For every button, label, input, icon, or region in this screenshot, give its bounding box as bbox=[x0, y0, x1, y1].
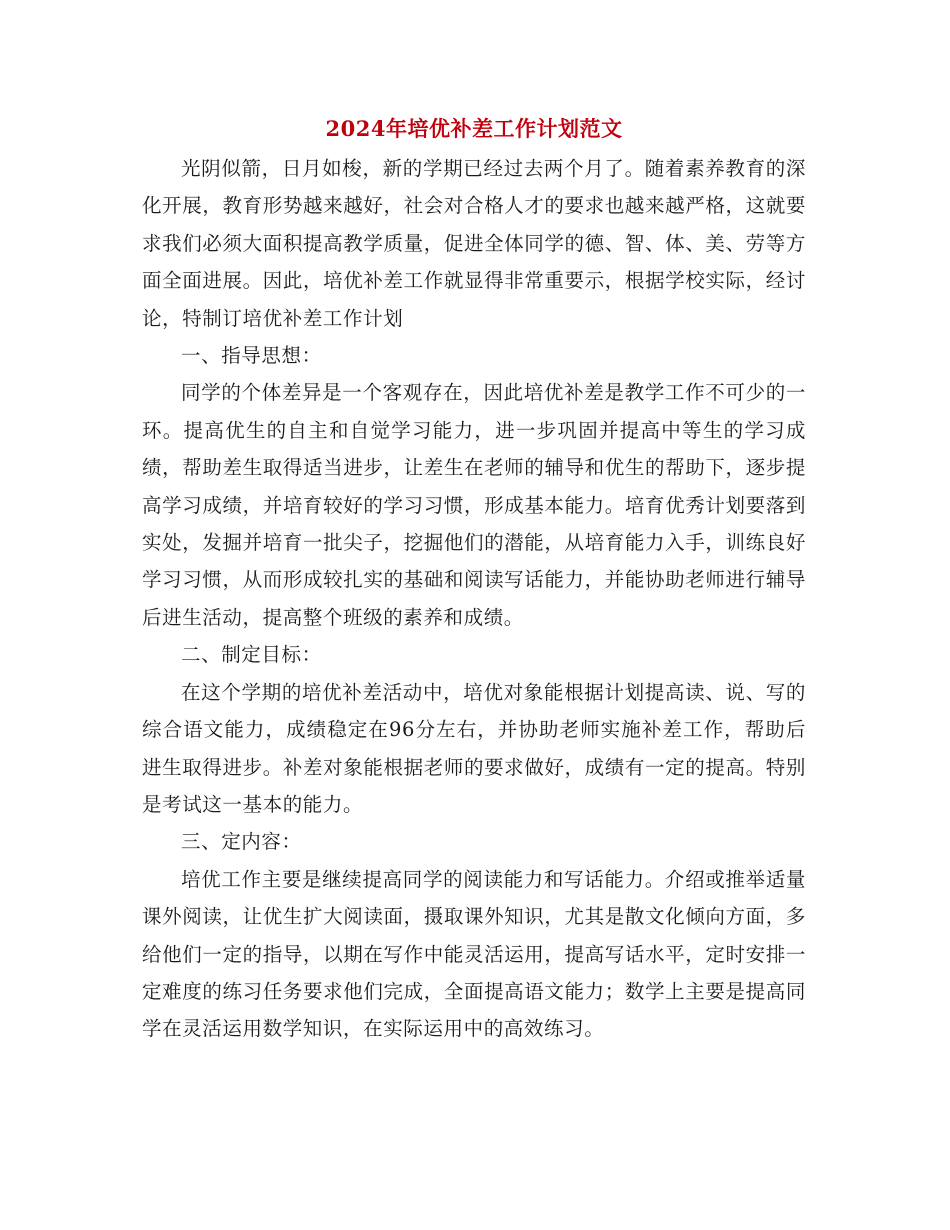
document-title: 2024年培优补差工作计划范文 bbox=[325, 116, 623, 141]
section-heading-content: 三、定内容： bbox=[181, 830, 302, 854]
section-heading-guiding-thought: 一、指导思想： bbox=[181, 344, 322, 368]
section-body-guiding-thought: 同学的个体差异是一个客观存在，因此培优补差是教学工作不可少的一环。提高优生的自主和自觉学习能力，进一步巩固并提高中等生的学习成绩，帮助差生取得适当进步，让差生在老师的辅导和优生的帮助下，逐步提高学习成绩，并培育较好的学习习惯，形成基本能力。培育优秀计划要落到实处，发掘并培育一批尖子，挖掘他们的潜能，从培育能力入手，训练良好学习习惯，从而形成较扎实的基础和阅读写话能力，并能协助老师进行辅导后进生活动，提高整个班级的素养和成绩。 bbox=[142, 381, 806, 629]
document-content bbox=[142, 112, 806, 1048]
section-heading-goals: 二、制定目标： bbox=[181, 643, 322, 667]
section-body-content: 培优工作主要是继续提高同学的阅读能力和写话能力。介绍或推举适量课外阅读，让优生扩大阅读面，摄取课外知识，尤其是散文化倾向方面，多给他们一定的指导，以期在写作中能灵活运用，提高写话水平，定时安排一定难度的练习任务要求他们完成，全面提高语文能力；数学上主要是提高同学在灵活运用数学知识，在实际运用中的高效练习。 bbox=[142, 867, 806, 1041]
section-body-goals: 在这个学期的培优补差活动中，培优对象能根据计划提高读、说、写的综合语文能力，成绩稳定在96分左右，并协助老师实施补差工作，帮助后进生取得进步。补差对象能根据老师的要求做好，成绩有一定的提高。特别是考试这一基本的能力。 bbox=[142, 680, 806, 816]
intro-paragraph: 光阴似箭，日月如梭，新的学期已经过去两个月了。随着素养教育的深化开展，教育形势越来越好，社会对合格人才的要求也越来越严格，这就要求我们必须大面积提高教学质量，促进全体同学的德、智、体、美、劳等方面全面进展。因此，培优补差工作就显得非常重要示，根据学校实际，经讨论，特制订培优补差工作计划 bbox=[142, 157, 806, 330]
